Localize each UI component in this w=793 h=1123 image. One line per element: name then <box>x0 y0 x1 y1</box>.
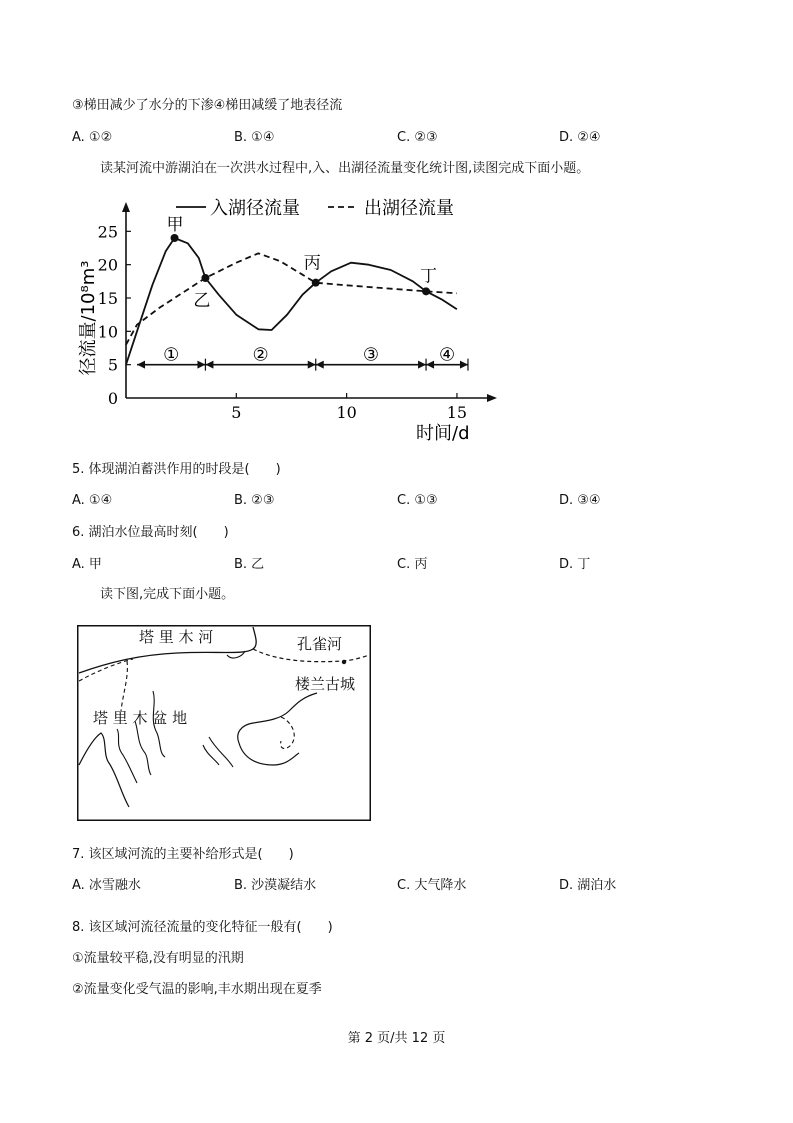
period-label: ③ <box>362 344 379 366</box>
q5-option-d: D. ③④ <box>559 493 601 508</box>
q5-option-c: C. ①③ <box>397 493 438 508</box>
option-d: D. ②④ <box>559 130 601 145</box>
x-axis-arrow <box>487 394 497 402</box>
y-tick-label: 10 <box>97 322 118 342</box>
x-tick-label: 10 <box>336 403 357 422</box>
y-tick-label: 5 <box>107 355 118 375</box>
x-axis-label: 时间/d <box>416 423 470 444</box>
point-label: 甲 <box>166 215 184 235</box>
basin-edge-east <box>238 693 317 743</box>
x-tick-label: 5 <box>231 403 242 422</box>
period-arrow-head-left <box>205 361 213 369</box>
river-south-1 <box>117 729 137 783</box>
river-south-2 <box>135 721 151 775</box>
point-marker <box>171 234 179 242</box>
tarim-river-label: 塔 里 木 河 <box>139 628 214 646</box>
q5-option-a: A. ①④ <box>72 493 113 508</box>
loulan-ancient-city-marker <box>342 660 346 664</box>
chart-intro: 读某河流中游湖泊在一次洪水过程中,入、出湖径流量变化统计图,读图完成下面小题。 <box>100 161 590 176</box>
q7-option-d: D. 湖泊水 <box>559 878 617 893</box>
option-b: B. ①④ <box>234 130 275 145</box>
period-label: ② <box>252 344 269 366</box>
q8-statement-1: ①流量较平稳,没有明显的汛期 <box>72 951 244 966</box>
point-label: 丁 <box>420 266 438 287</box>
y-tick-label: 25 <box>97 222 118 242</box>
y-tick-label: 20 <box>97 255 118 275</box>
q6-option-b: B. 乙 <box>234 557 265 572</box>
period-arrow-head-left <box>316 361 324 369</box>
question-8-stem: 8. 该区域河流径流量的变化特征一般有( ) <box>72 920 333 935</box>
dashed-river-hotan <box>121 661 127 711</box>
period-arrow-head-right <box>197 361 205 369</box>
point-label: 丙 <box>303 253 321 274</box>
period-arrow-head-right <box>418 361 426 369</box>
loulan-label: 楼兰古城 <box>295 675 356 693</box>
y-tick-label: 0 <box>107 389 118 408</box>
q7-option-c: C. 大气降水 <box>397 878 467 893</box>
option-c: C. ②③ <box>397 130 438 145</box>
period-arrow-head-right <box>308 361 316 369</box>
outflow-series-line <box>126 253 457 344</box>
question-statement-3-4: ③梯田减少了水分的下渗④梯田减缓了地表径流 <box>72 98 343 113</box>
point-label: 乙 <box>193 291 211 311</box>
x-tick-label: 15 <box>446 403 468 422</box>
basin-label: 塔 里 木 盆 地 <box>93 709 188 727</box>
period-label: ① <box>163 344 180 366</box>
legend-inflow-label: 入湖径流量 <box>210 198 300 219</box>
q8-statement-2: ②流量变化受气温的影响,丰水期出现在夏季 <box>72 982 322 997</box>
dashed-river-east <box>281 717 295 748</box>
q7-option-a: A. 冰雪融水 <box>72 878 141 893</box>
tarim-basin-map <box>77 625 371 821</box>
y-axis-label: 径流量/10⁸m³ <box>78 260 99 376</box>
river-south-5 <box>209 737 233 767</box>
point-marker <box>201 274 209 282</box>
point-marker <box>312 279 320 287</box>
period-label: ④ <box>438 344 456 366</box>
period-arrow-head-right <box>460 361 468 369</box>
basin-edge-sw <box>79 733 129 807</box>
point-marker <box>422 287 430 295</box>
runoff-chart <box>66 188 506 444</box>
kongque-river-label: 孔雀河 <box>297 635 343 653</box>
period-arrow-head-left <box>426 361 434 369</box>
legend-outflow-label: 出湖径流量 <box>364 198 454 219</box>
q6-option-c: C. 丙 <box>397 557 428 572</box>
period-arrow-head-left <box>137 361 145 369</box>
y-axis-arrow <box>122 202 130 212</box>
question-6-stem: 6. 湖泊水位最高时刻( ) <box>72 525 229 540</box>
page-footer: 第 2 页/共 12 页 <box>347 1031 446 1046</box>
y-tick-label: 15 <box>97 289 118 308</box>
question-5-stem: 5. 体现湖泊蓄洪作用的时段是( ) <box>72 462 281 477</box>
q6-option-d: D. 丁 <box>559 557 591 572</box>
map-intro: 读下图,完成下面小题。 <box>100 587 235 602</box>
q6-option-a: A. 甲 <box>72 557 102 572</box>
q7-option-b: B. 沙漠凝结水 <box>234 878 317 893</box>
question-7-stem: 7. 该区域河流的主要补给形式是( ) <box>72 847 294 862</box>
option-a: A. ①② <box>72 130 113 145</box>
q5-option-b: B. ②③ <box>234 493 275 508</box>
